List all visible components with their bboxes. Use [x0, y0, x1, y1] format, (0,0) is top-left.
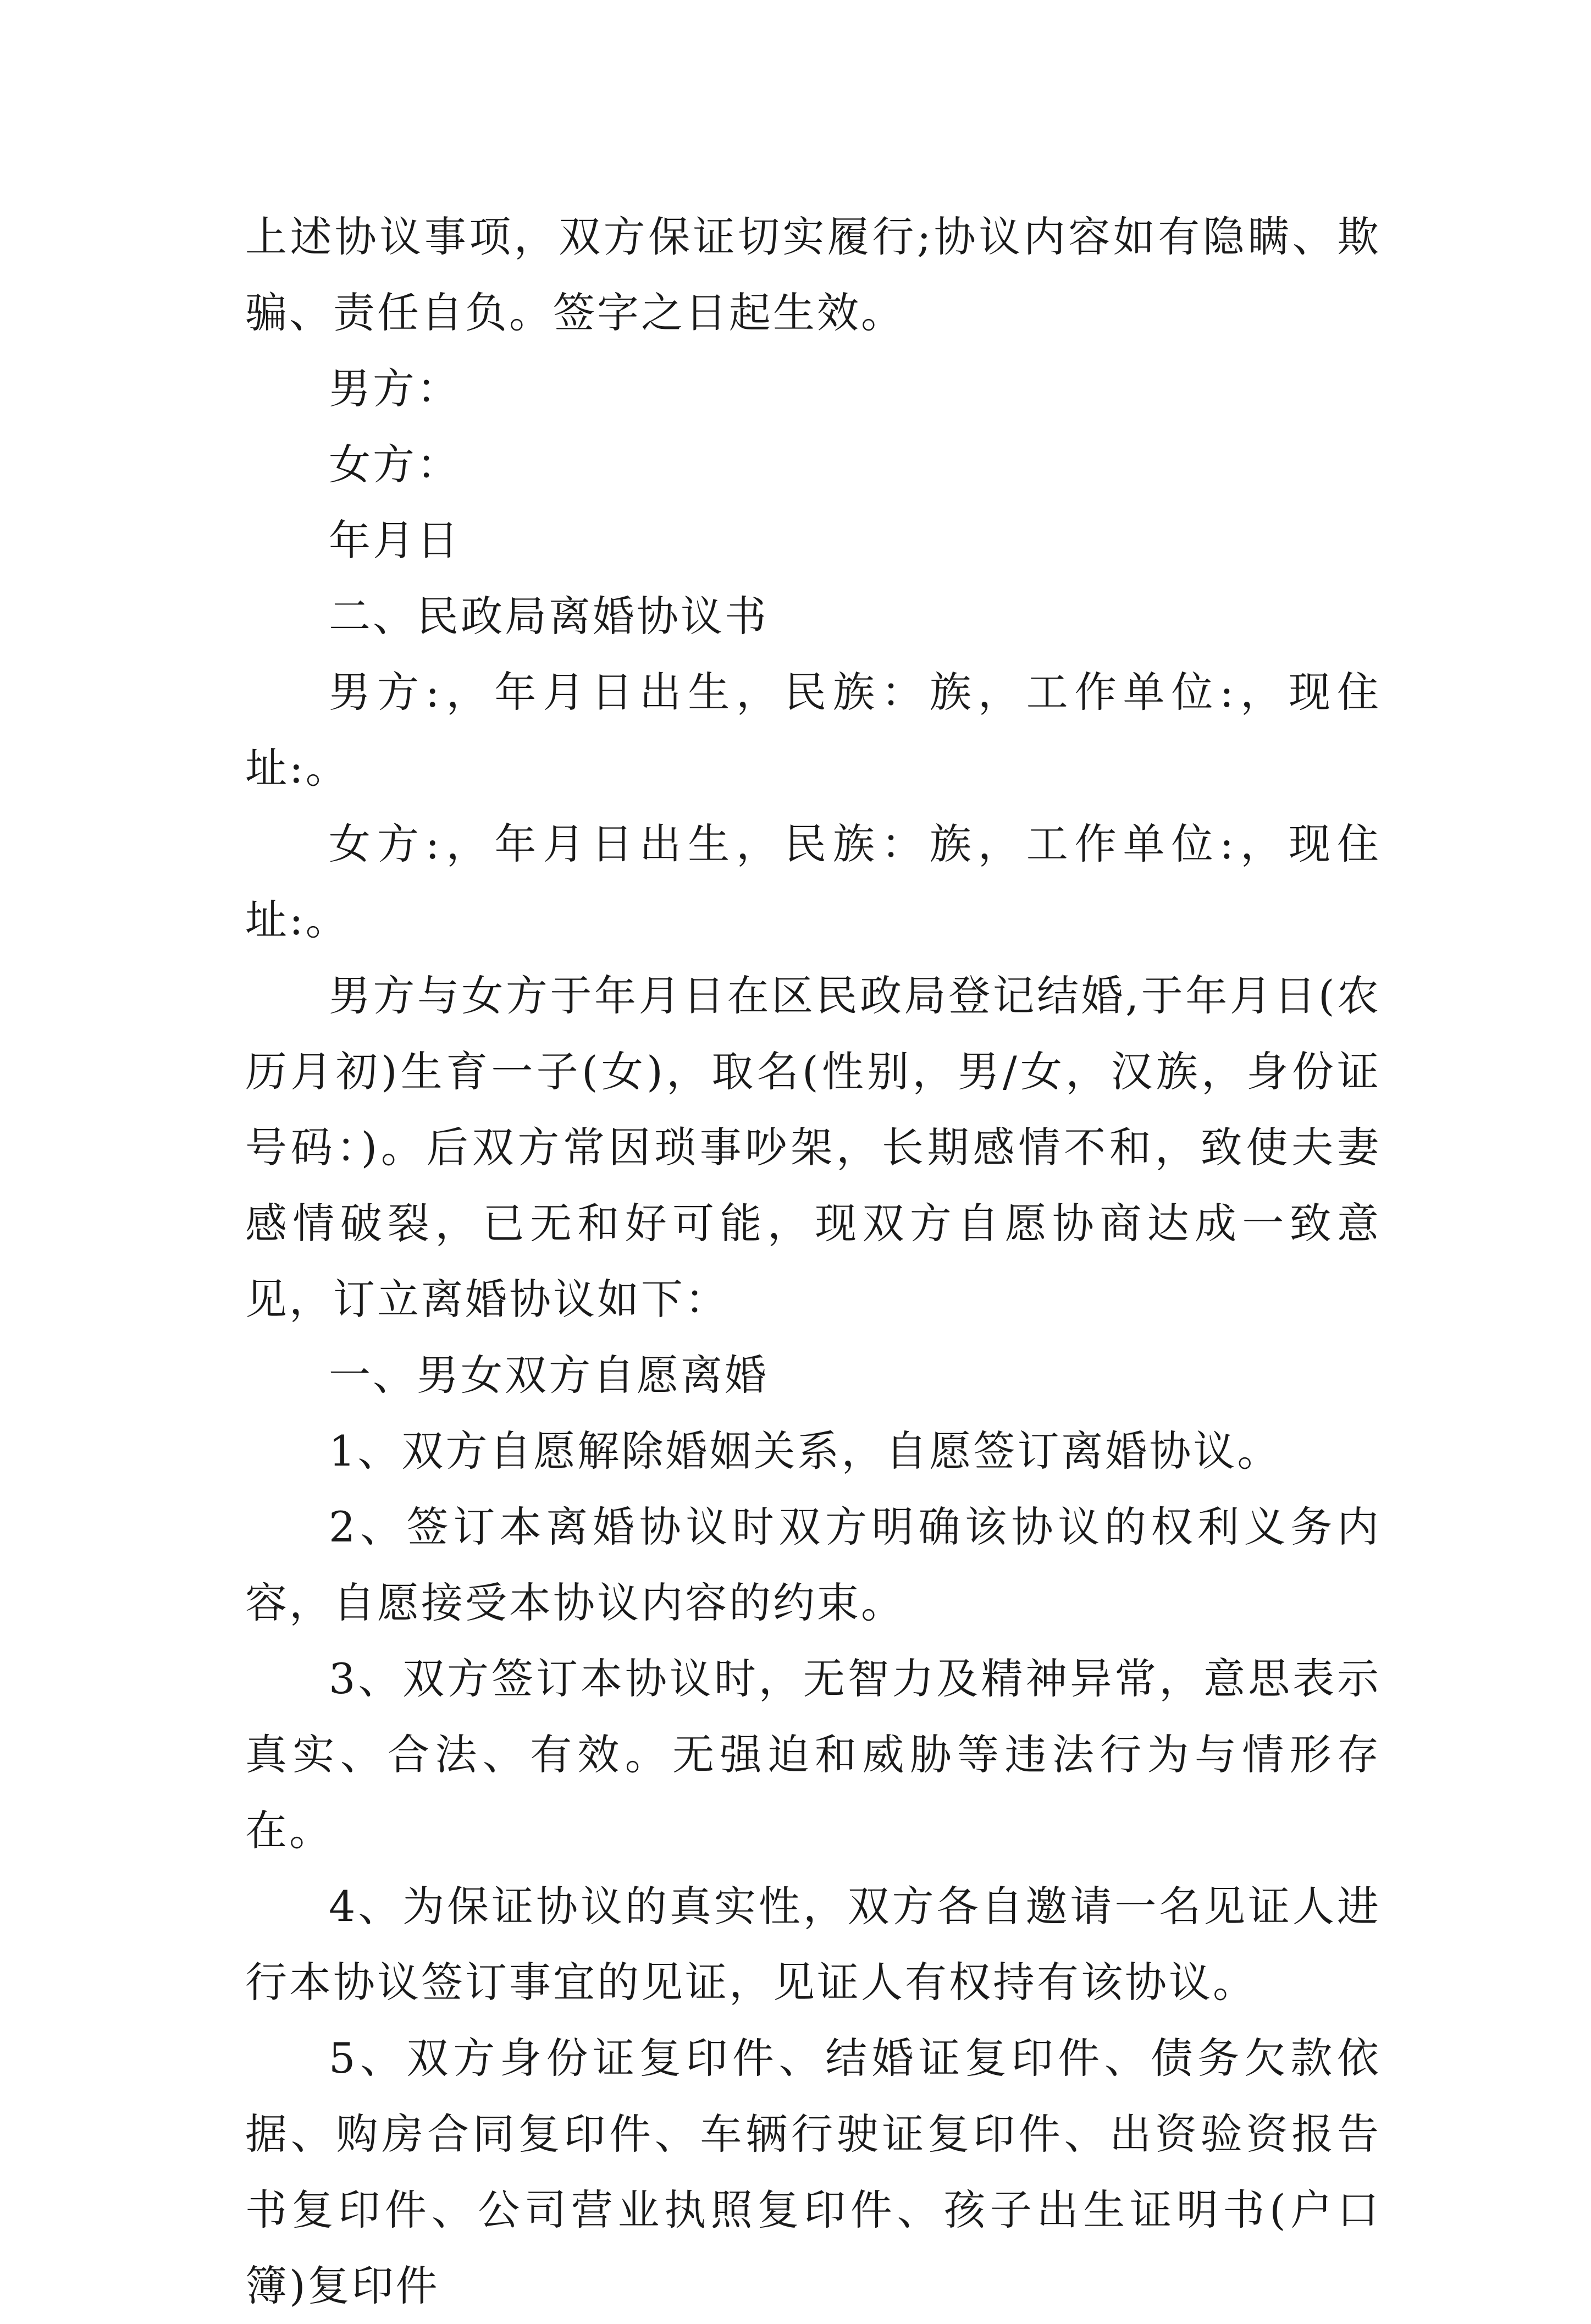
- clause-4: 4、为保证协议的真实性，双方各自邀请一名见证人进行本协议签订事宜的见证，见证人有权持有该协议。: [245, 1882, 1381, 2007]
- paragraph-male-signature: 男方：: [329, 364, 461, 413]
- paragraph-closing-statement: 上述协议事项，双方保证切实履行;协议内容如有隐瞒、欺骗、责任自负。签字之日起生效。: [245, 212, 1381, 337]
- paragraph-female-signature: 女方：: [329, 440, 461, 489]
- document-body: [245, 199, 1381, 2324]
- paragraph-male-info: 男方:，年月日出生，民族：族，工作单位:，现住址:。: [245, 668, 1381, 792]
- paragraph-marriage-background: 男方与女方于年月日在区民政局登记结婚,于年月日(农历月初)生育一子(女)，取名(性别，男/女，汉族，身份证号码：)。后双方常因琐事吵架，长期感情不和，致使夫妻感情破裂，已无和好可能，现双方自愿协商达成一致意见，订立离婚协议如下：: [245, 971, 1381, 1324]
- clause-5: 5、双方身份证复印件、结婚证复印件、债务欠款依据、购房合同复印件、车辆行驶证复印件、出资验资报告书复印件、公司营业执照复印件、孩子出生证明书(户口簿)复印件: [245, 2034, 1381, 2310]
- paragraph-date: 年月日: [329, 516, 461, 565]
- section-heading-voluntary-divorce: 一、男女双方自愿离婚: [329, 1351, 769, 1400]
- clause-2: 2、签订本离婚协议时双方明确该协议的权利义务内容，自愿接受本协议内容的约束。: [245, 1502, 1381, 1627]
- clause-3: 3、双方签订本协议时，无智力及精神异常，意思表示真实、合法、有效。无强迫和威胁等违法行为与情形存在。: [245, 1654, 1381, 1855]
- section-heading-agreement: 二、民政局离婚协议书: [329, 592, 769, 641]
- clause-1: 1、双方自愿解除婚姻关系，自愿签订离婚协议。: [329, 1427, 1281, 1475]
- paragraph-female-info: 女方:，年月日出生，民族：族，工作单位:，现住址:。: [245, 819, 1381, 944]
